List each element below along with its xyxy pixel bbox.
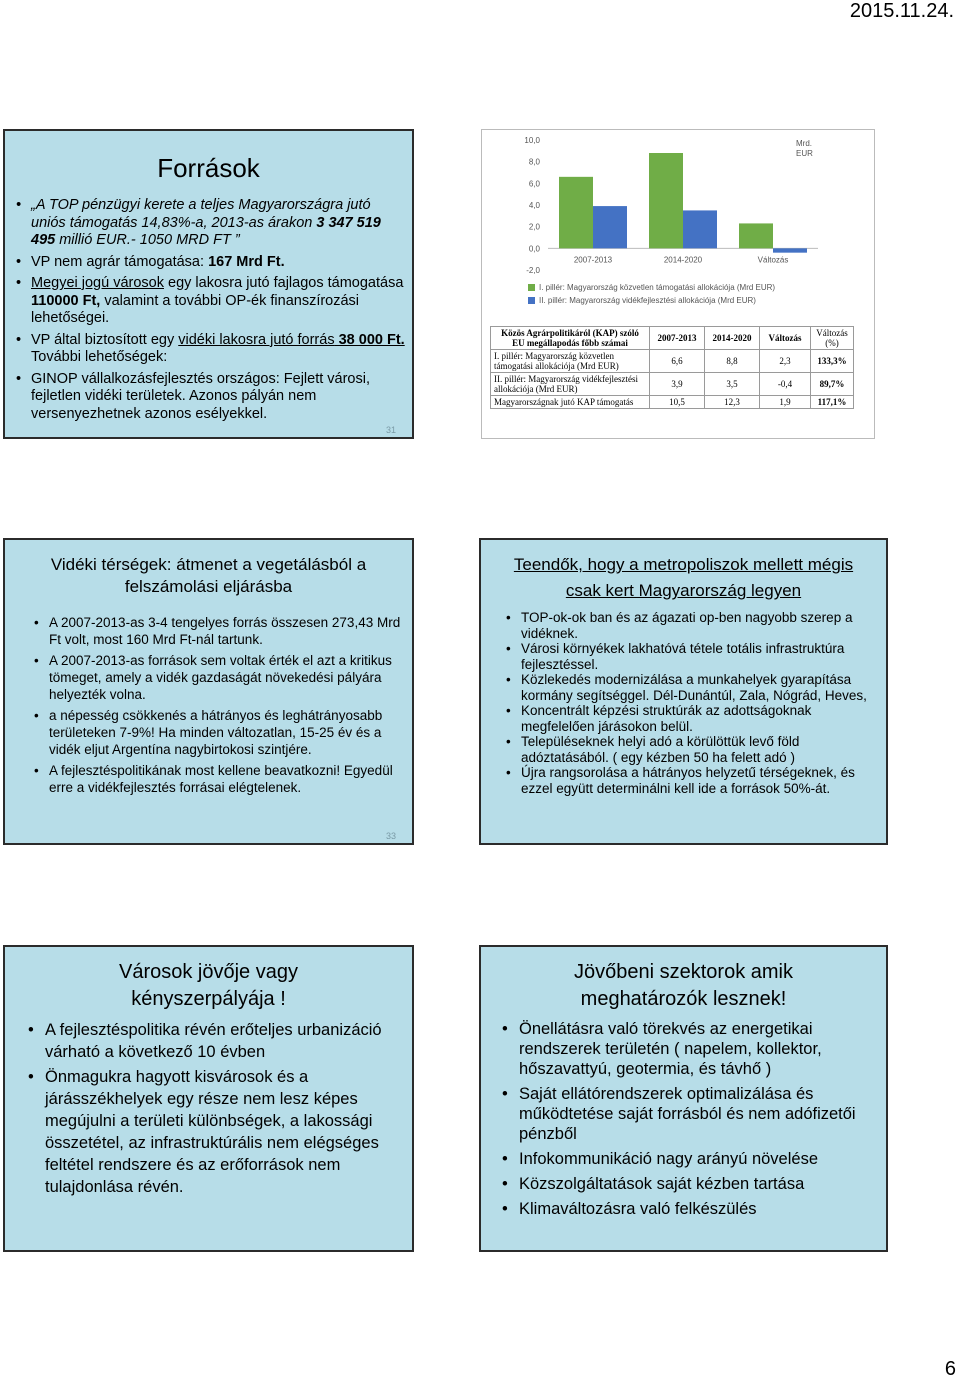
y-tick-label: -2,0 xyxy=(526,266,540,275)
bullet-text: VP által biztosított egy xyxy=(31,331,179,348)
bullet-list xyxy=(25,1019,410,1201)
slide-kap-chart xyxy=(481,129,875,439)
slide-title-line: Városok jövője vagy xyxy=(119,961,298,983)
bullet-text: További lehetőségek: xyxy=(31,349,168,365)
y-tick-label: 8,0 xyxy=(528,157,540,167)
legend-swatch xyxy=(528,284,535,291)
y-tick-label: 6,0 xyxy=(528,179,540,189)
slide-title-line: kényszerpályája ! xyxy=(131,988,286,1010)
list-item: • a népesség csökkenés a hátrányos és leghátrányosabb területeken 7-9%! Ha minden változatlan, 15-25 év és a vidék eljut Argentína nagybirtokosi szintjére. xyxy=(31,707,409,758)
table-cell: 12,3 xyxy=(705,396,760,409)
list-item: • A 2007-2013-as források sem voltak érték el azt a kritikus tömeget, amely a vidék gazdaságát növekedési pályára helyezték volna. xyxy=(31,652,409,703)
slide-number: 33 xyxy=(385,831,396,841)
slide-title: Források xyxy=(157,153,260,183)
x-tick-label: Változás xyxy=(757,255,789,265)
slide-title xyxy=(5,959,412,1013)
table-cell: 1,9 xyxy=(760,396,811,409)
bullet-text: valamint a további OP-ék finanszírozási lehetőségei. xyxy=(31,292,360,326)
bullet-text: GINOP vállalkozásfejlesztés országos: Fejlett városi, fejletlen vidéki területek. Azonos pályán nem versenyezhetnek azonos esélyekkel. xyxy=(31,370,371,422)
bar xyxy=(683,210,717,248)
list-item: • TOP-ok-ok ban és az ágazati op-ben nagyobb szerep a vidéknek. xyxy=(503,610,881,641)
bullet-text: „A TOP pénzügyi kerete a teljes Magyarországra jutó uniós támogatás 14,83%-a, 2013-as árakon xyxy=(31,197,371,231)
unit-label: Mrd. xyxy=(796,139,812,148)
slide-title xyxy=(481,552,886,604)
list-item: • Településeknek helyi adó a körülöttük levő föld adóztatásából. ( egy kézben 50 ha felett adó ) xyxy=(503,734,881,765)
list-item: • Infokommunikáció nagy arányú növelése xyxy=(499,1149,884,1169)
bar xyxy=(773,248,807,252)
x-tick-label: 2014-2020 xyxy=(663,255,703,265)
bar xyxy=(649,153,683,248)
y-tick-label: 4,0 xyxy=(528,201,540,210)
table-cell: 3,9 xyxy=(650,373,705,396)
slide-title-line: felszámolási eljárásba xyxy=(124,577,293,596)
y-tick-label: 0,0 xyxy=(528,244,540,254)
legend-entry: II. pillér: Magyarország vidékfejlesztési allokációja (Mrd EUR) xyxy=(539,296,756,305)
list-item: • Önellátásra való törekvés az energetikai rendszerek területén ( napelem, kollektor, hőszavattyú, geotermia, és távhő ) xyxy=(499,1019,884,1079)
table-cell: 117,1% xyxy=(811,396,854,409)
unit-label: EUR xyxy=(796,149,813,158)
slide-number: 31 xyxy=(385,425,396,435)
list-item xyxy=(13,275,408,328)
list-item: • A fejlesztéspolitika révén erőteljes urbanizáció várható a következő 10 évben xyxy=(25,1019,410,1063)
table-header-row xyxy=(491,327,854,350)
list-item: • Városi környékek lakhatóvá tétele totális infrastruktúra fejlesztéssel. xyxy=(503,641,881,672)
list-item: • A 2007-2013-as 3-4 tengelyes forrás összesen 273,43 Mrd Ft volt, most 160 Mrd Ft-nál tartunk. xyxy=(31,614,409,648)
table-cell: 89,7% xyxy=(811,373,854,396)
list-item: • Közszolgáltatások saját kézben tartása xyxy=(499,1174,884,1194)
slide-jovobeni-szektorok xyxy=(479,945,888,1252)
y-tick-label: 10,0 xyxy=(524,136,540,145)
table-cell: 6,6 xyxy=(650,350,705,373)
y-tick-label: 2,0 xyxy=(528,222,540,232)
list-item: • Újra rangsorolása a hátrányos helyzetű térségeknek, és ezzel együtt determinálni kell ide a források 50%-át. xyxy=(503,765,881,796)
slide-title xyxy=(5,554,412,598)
bullet-list xyxy=(503,610,881,796)
bullet-text: egy lakosra jutó fajlagos támogatása xyxy=(164,275,404,291)
table-row xyxy=(491,350,854,373)
bullet-text-underlined: vidéki lakosra jutó forrás xyxy=(178,331,335,348)
slide-title-line: Teendők, hogy a metropoliszok mellett mégis xyxy=(513,555,854,574)
bullet-text-underlined: Megyei jogú városok xyxy=(31,275,164,291)
bar xyxy=(559,177,593,249)
legend-swatch xyxy=(528,297,535,304)
bullet-text-bold: 3 347 519 495 xyxy=(31,214,381,248)
slide-forrasok xyxy=(3,129,414,439)
slide-title xyxy=(481,959,886,1013)
bar xyxy=(739,223,773,248)
slide-varosok-jovoje xyxy=(3,945,414,1252)
table-header-cell: Változás xyxy=(760,327,811,350)
list-item xyxy=(13,254,408,272)
table-header-cell: 2014-2020 xyxy=(705,327,760,350)
slide-title-line: csak kert Magyarország legyen xyxy=(565,581,802,600)
table-header-cell: Közös Agrárpolitikáról (KAP) szóló EU megállapodás főbb számai xyxy=(491,327,650,350)
list-item: • Saját ellátórendszerek optimalizálása és működtetése saját forrásból és nem adófizetői pénzből xyxy=(499,1084,884,1144)
bullet-text: VP nem agrár támogatása: xyxy=(31,253,209,270)
table-header-cell: 2007-2013 xyxy=(650,327,705,350)
kap-table xyxy=(490,326,854,409)
list-item: • Önmagukra hagyott kisvárosok és a járásszékhelyek egy része nem lesz képes megújulni a területi különbségek, a lakossági összetétel, az infrastruktúrális nem elégséges feltétel rendszere és az erőforrások nem tulajdonlása révén. xyxy=(25,1066,410,1198)
bullet-text-bold: 38 000 Ft. xyxy=(334,331,405,348)
list-item xyxy=(13,197,408,250)
bullet-text-bold: 167 Mrd Ft. xyxy=(208,253,285,270)
table-row xyxy=(491,396,854,409)
table-row xyxy=(491,373,854,396)
table-cell: Magyarországnak jutó KAP támogatás xyxy=(491,396,650,409)
bar-chart xyxy=(482,130,874,322)
table-cell: 8,8 xyxy=(705,350,760,373)
slide-title-line: meghatározók lesznek! xyxy=(580,988,787,1010)
table-cell: I. pillér: Magyarország közvetlen támogatási allokációja (Mrd EUR) xyxy=(491,350,650,373)
table-cell: II. pillér: Magyarország vidékfejlesztési allokációja (Mrd EUR) xyxy=(491,373,650,396)
bullet-list xyxy=(499,1019,884,1224)
list-item: • Közlekedés modernizálása a munkahelyek gyarapítása kormány segítséggel. Dél-Dunántúl, Zala, Nógrád, Heves, xyxy=(503,672,881,703)
legend-entry: I. pillér: Magyarország közvetlen támogatási allokációja (Mrd EUR) xyxy=(539,283,776,292)
table-cell: 3,5 xyxy=(705,373,760,396)
list-item xyxy=(13,332,408,367)
bullet-list xyxy=(31,614,409,800)
table-cell: 2,3 xyxy=(760,350,811,373)
slide-title-line: Vidéki térségek: átmenet a vegetálásból a xyxy=(50,555,367,574)
list-item: • Klimaváltozásra való felkészülés xyxy=(499,1199,884,1219)
bullet-text: millió EUR.- 1050 MRD FT ” xyxy=(55,232,240,248)
bullet-list xyxy=(13,197,408,427)
table-cell: 10,5 xyxy=(650,396,705,409)
table-cell: 133,3% xyxy=(811,350,854,373)
list-item: • Koncentrált képzési struktúrák az adottságoknak megfelelően járásokon belül. xyxy=(503,703,881,734)
bullet-text-bold: 110000 Ft, xyxy=(31,292,101,309)
slide-videki-tersegek xyxy=(3,538,414,845)
page-number: 6 xyxy=(944,1358,956,1380)
table-cell: -0,4 xyxy=(760,373,811,396)
list-item xyxy=(13,371,408,424)
slide-teendok xyxy=(479,538,888,845)
x-tick-label: 2007-2013 xyxy=(573,255,613,265)
list-item: • A fejlesztéspolitikának most kellene beavatkozni! Egyedül erre a vidékfejlesztés forrásai elégtelenek. xyxy=(31,762,409,796)
slide-title-line: Jövőbeni szektorok amik xyxy=(574,961,793,983)
print-date: 2015.11.24. xyxy=(849,0,954,22)
table-header-cell: Változás (%) xyxy=(811,327,854,350)
bar xyxy=(593,206,627,248)
